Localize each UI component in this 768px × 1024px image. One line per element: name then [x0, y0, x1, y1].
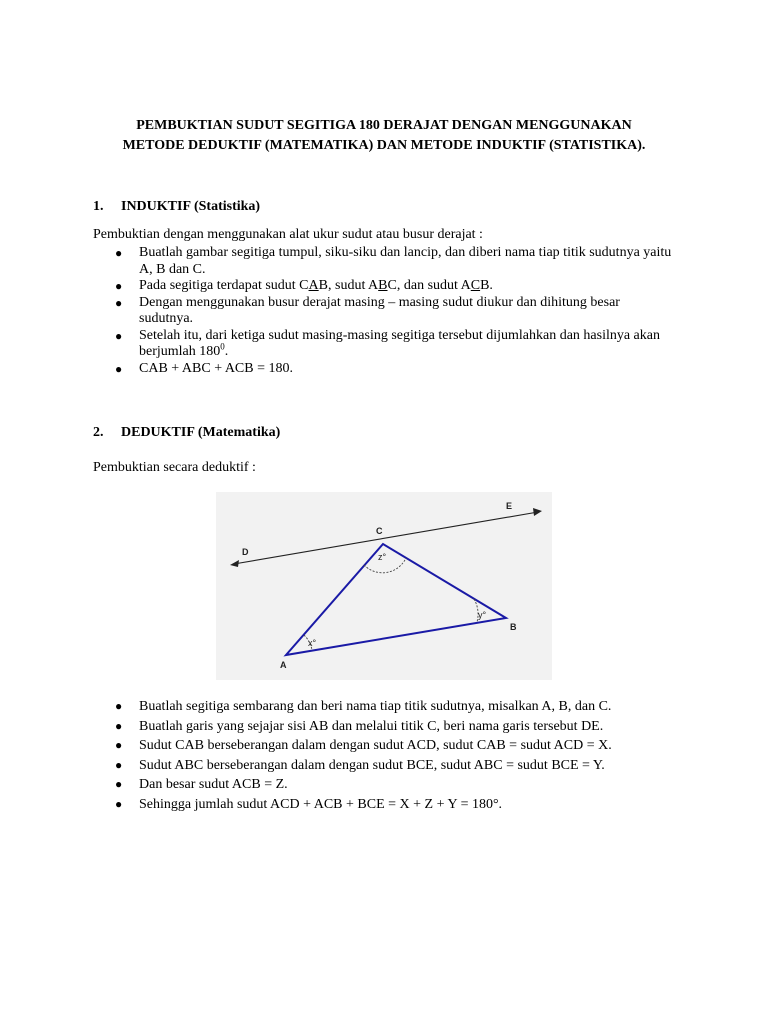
- bullet-icon: ●: [115, 718, 123, 733]
- label-e: E: [506, 501, 513, 511]
- angle-label-z: z°: [378, 552, 387, 562]
- bullet-icon: ●: [115, 796, 123, 811]
- bullet-icon: ●: [115, 757, 123, 772]
- section1-heading: [93, 198, 260, 216]
- section1-bullet-list: [113, 245, 673, 377]
- bullet-icon: ●: [115, 279, 123, 293]
- label-d: D: [242, 547, 249, 557]
- section1-intro: Pembuktian dengan menggunakan alat ukur sudut atau busur derajat :: [93, 227, 483, 242]
- list-item: ● Buatlah garis yang sejajar sisi AB dan melalui titik C, beri nama garis tersebut DE.: [113, 717, 673, 737]
- list-item: ● Dengan menggunakan busur derajat masing – masing sudut diukur dan dihitung besar sudutnya.: [115, 294, 620, 326]
- section2-intro: Pembuktian secara deduktif :: [93, 460, 256, 475]
- list-item: ● Buatlah gambar segitiga tumpul, siku-siku dan lancip, dan diberi nama tiap titik sudutnya yaitu A, B dan C.: [115, 245, 672, 277]
- section1-title: INDUKTIF (Statistika): [121, 199, 261, 214]
- list-item: ● Dan besar sudut ACB = Z.: [113, 775, 673, 795]
- triangle-diagram: [216, 492, 552, 680]
- list-item: [113, 278, 673, 295]
- bullet-icon: ●: [115, 738, 123, 752]
- section1-number: 1.: [93, 199, 104, 214]
- document-title: [80, 116, 688, 156]
- section2-heading: [93, 424, 280, 442]
- list-item: ● CAB + ABC + ACB = 180.: [115, 360, 293, 376]
- bullet-icon: ●: [115, 777, 123, 791]
- degree-superscript: 0: [220, 341, 225, 352]
- bullet-icon: ●: [115, 295, 123, 310]
- title-line-1: PEMBUKTIAN SUDUT SEGITIGA 180 DERAJAT DENGAN MENGGUNAKAN: [136, 118, 632, 133]
- list-item: ● Sehingga jumlah sudut ACD + ACB + BCE = X + Z + Y = 180°.: [113, 795, 673, 815]
- label-c: C: [376, 526, 383, 536]
- list-item: ● Setelah itu, dari ketiga sudut masing-masing segitiga tersebut dijumlahkan dan hasilnya akan berjumlah $180^0$.: [115, 327, 660, 359]
- section2-number: 2.: [93, 425, 104, 440]
- bullet-icon: ●: [115, 361, 123, 376]
- section2-bullet-list: [113, 697, 673, 814]
- list-item: ● Sudut CAB berseberangan dalam dengan sudut ACD, sudut CAB = sudut ACD = X.: [113, 736, 673, 756]
- triangle-abc: [286, 544, 506, 655]
- label-b: B: [510, 622, 517, 632]
- arrow-e-icon: [533, 508, 542, 516]
- triangle-figure: [216, 492, 552, 680]
- bullet-icon: ●: [115, 246, 123, 260]
- label-a: A: [280, 660, 287, 670]
- angle-label-y: y°: [478, 610, 487, 620]
- list-item: ● Buatlah segitiga sembarang dan beri nama tiap titik sudutnya, misalkan A, B, dan C.: [113, 697, 673, 717]
- bullet-icon: ●: [115, 699, 123, 713]
- arrow-d-icon: [230, 560, 239, 567]
- bullet-icon: ●: [115, 328, 123, 343]
- bullet-text: Pada segitiga terdapat sudut CAB, sudut ABC, dan sudut ACB.: [139, 278, 493, 293]
- angle-label-x: x°: [308, 638, 317, 648]
- title-line-2: METODE DEDUKTIF (MATEMATIKA) DAN METODE INDUKTIF (STATISTIKA).: [122, 138, 646, 153]
- section2-title: DEDUKTIF (Matematika): [121, 425, 281, 440]
- list-item: ● Sudut ABC berseberangan dalam dengan sudut BCE, sudut ABC = sudut BCE = Y.: [113, 756, 673, 776]
